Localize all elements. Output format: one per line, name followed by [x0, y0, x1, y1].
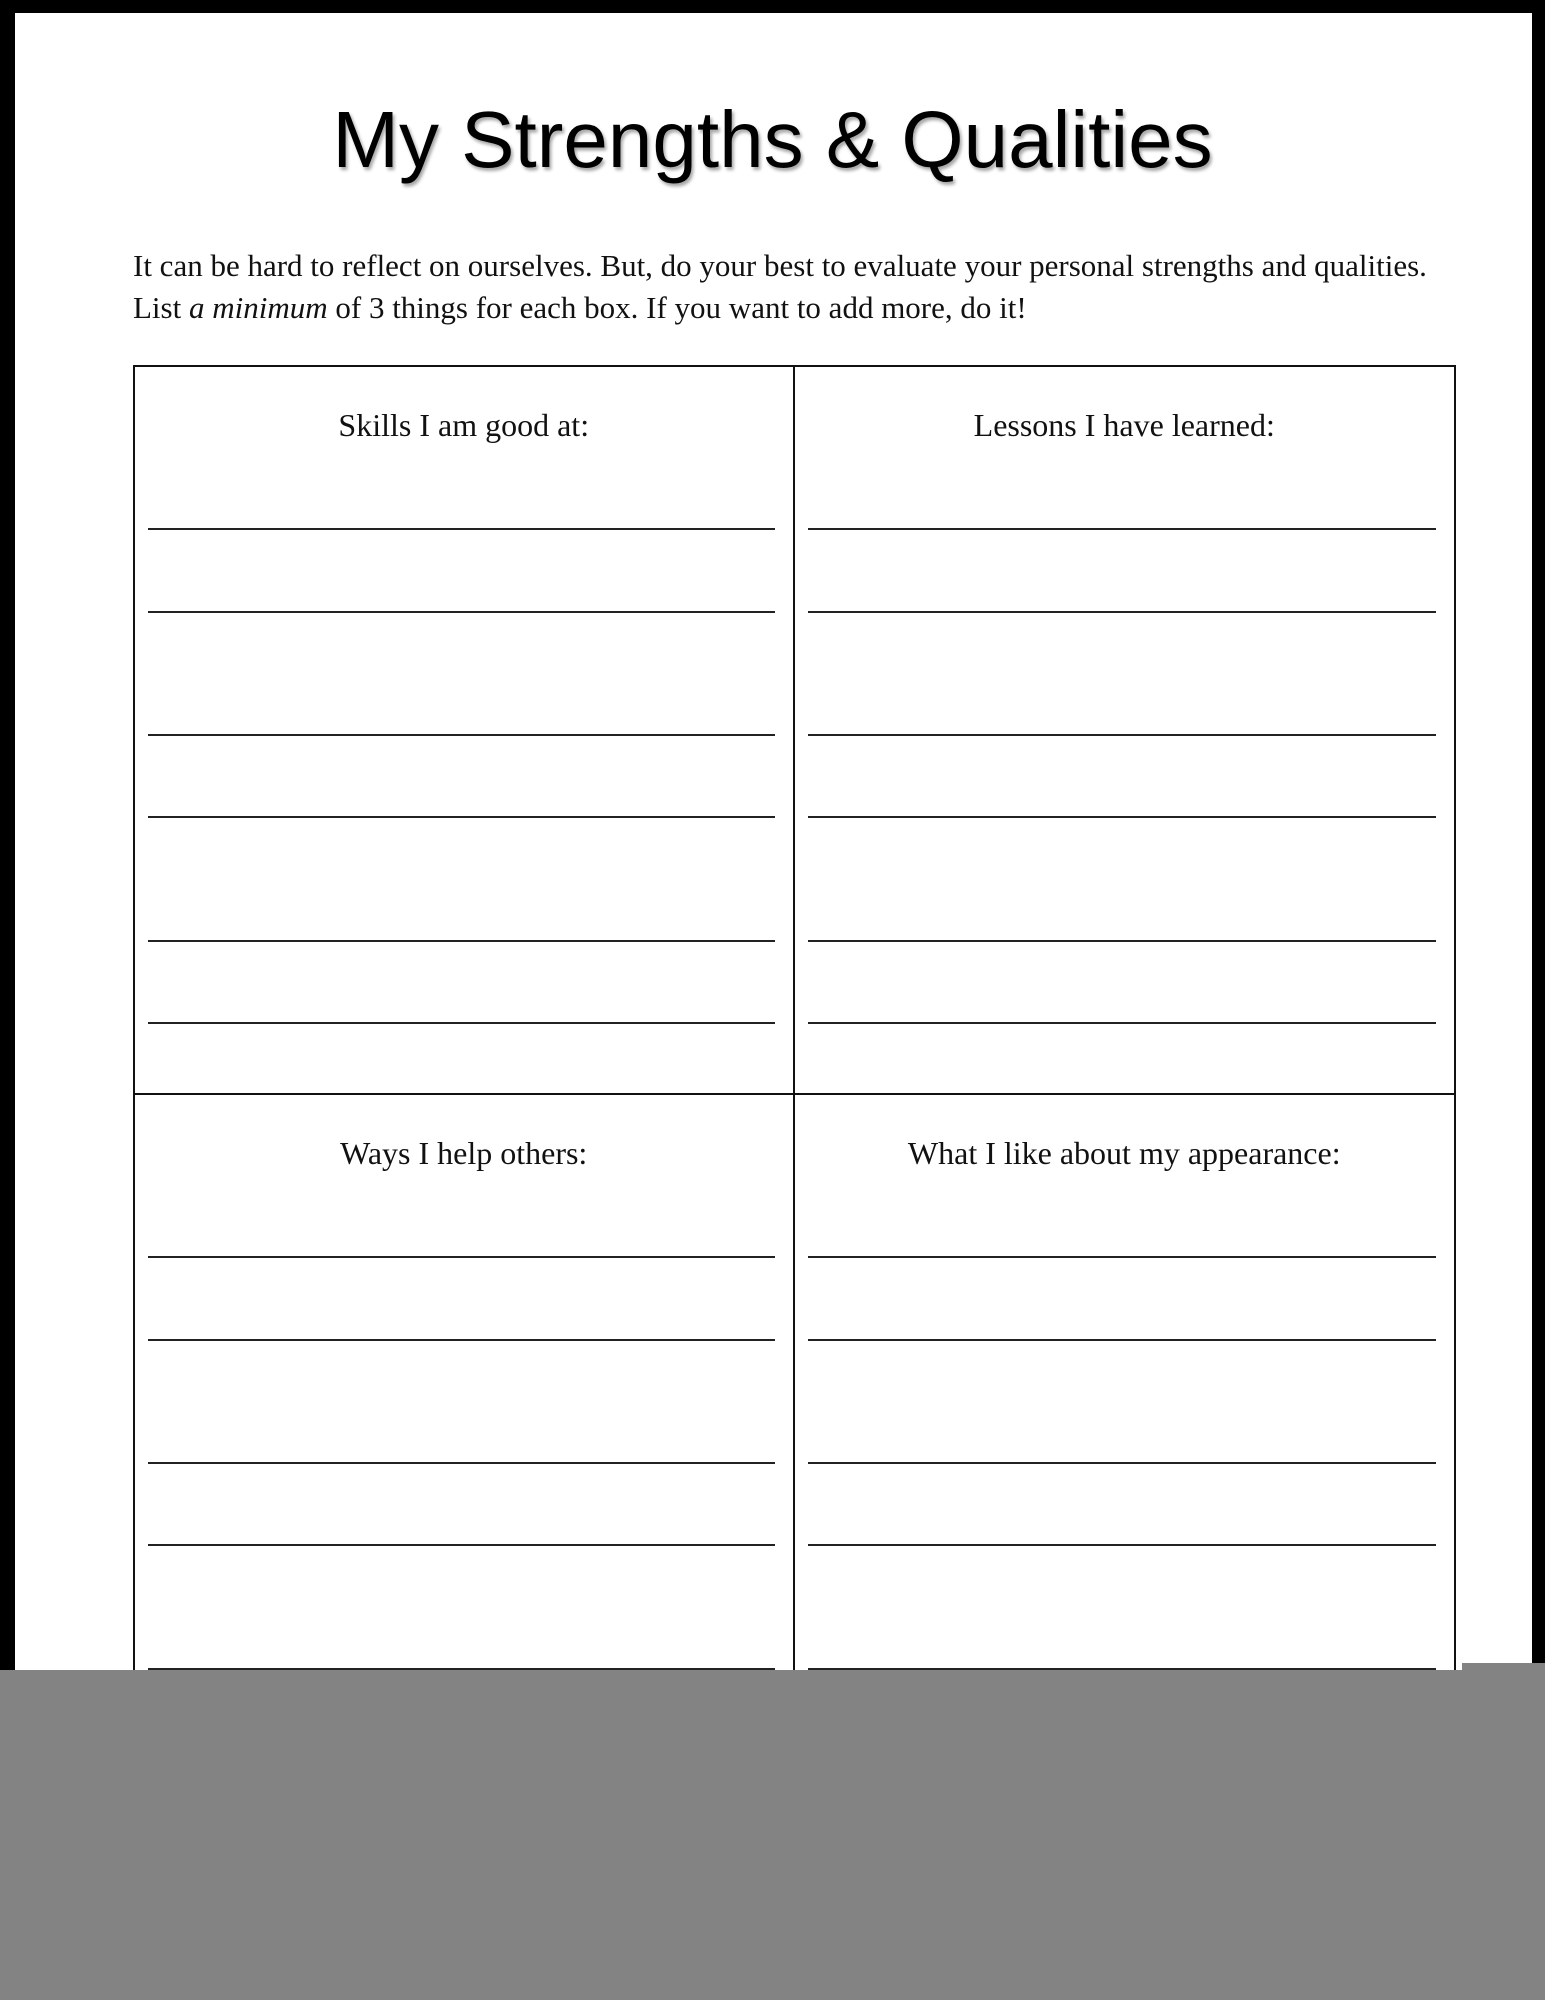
box-skills	[135, 367, 795, 1095]
writing-line[interactable]	[148, 528, 775, 530]
instructions-text-part2: of 3 things for each box. If you want to add more, do it!	[327, 290, 1027, 325]
writing-line[interactable]	[148, 1462, 775, 1464]
writing-line[interactable]	[148, 611, 775, 613]
writing-line[interactable]	[808, 1256, 1437, 1258]
writing-line[interactable]	[148, 1544, 775, 1546]
page-title: My Strengths & Qualities	[332, 95, 1213, 184]
box-label-appearance: What I like about my appearance:	[907, 1135, 1341, 1171]
writing-line[interactable]	[808, 528, 1437, 530]
box-label-lessons: Lessons I have learned:	[973, 407, 1275, 443]
writing-line[interactable]	[808, 940, 1437, 942]
writing-line[interactable]	[808, 1022, 1437, 1024]
strengths-grid	[133, 365, 1456, 1825]
writing-line[interactable]	[808, 816, 1437, 818]
box-lessons	[795, 367, 1455, 1095]
instructions-text-part1: It can be hard to reflect on ourselves. But, do your best to evaluate your personal strengths and qualities. List	[133, 248, 1427, 325]
writing-line[interactable]	[148, 816, 775, 818]
writing-line[interactable]	[148, 1339, 775, 1341]
writing-line[interactable]	[148, 734, 775, 736]
writing-line[interactable]	[148, 1022, 775, 1024]
instructions-emphasis: a minimum	[188, 290, 328, 325]
writing-line[interactable]	[808, 1339, 1437, 1341]
box-label-skills: Skills I am good at:	[338, 407, 590, 443]
writing-line[interactable]	[808, 1544, 1437, 1546]
writing-line[interactable]	[148, 1256, 775, 1258]
instructions-text	[133, 245, 1453, 329]
box-label-help-others: Ways I help others:	[340, 1135, 588, 1171]
writing-line[interactable]	[808, 1462, 1437, 1464]
writing-line[interactable]	[148, 940, 775, 942]
writing-line[interactable]	[808, 734, 1437, 736]
writing-line[interactable]	[808, 611, 1437, 613]
gray-overlay-panel	[0, 1670, 1545, 2000]
